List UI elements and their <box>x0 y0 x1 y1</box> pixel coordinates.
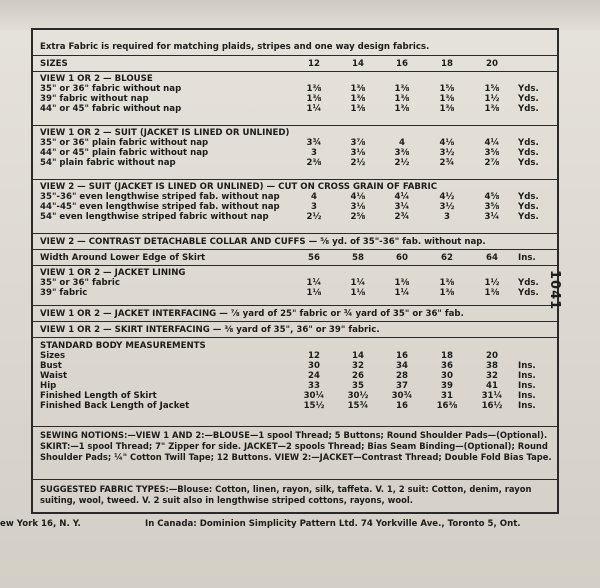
value-cell: 1½ <box>484 94 500 104</box>
divider <box>33 249 557 250</box>
section-title: VIEW 1 OR 2 — JACKET LINING <box>40 268 186 278</box>
row-label: Bust <box>40 361 62 371</box>
row-label: Sizes <box>40 351 66 361</box>
footer-canada-address: In Canada: Dominion Simplicity Pattern Ltd. 74 Yorkville Ave., Toronto 5, Ont. <box>145 519 521 529</box>
value-cell: 4½ <box>439 192 455 202</box>
unit-label: Yds. <box>518 94 539 104</box>
value-cell: 3 <box>444 212 450 222</box>
value-cell: 1⅛ <box>350 288 366 298</box>
intro-note-text: Extra Fabric is required for matching plaids, stripes and one way design fabrics. <box>40 42 430 52</box>
value-cell: 4 <box>399 138 405 148</box>
value-cell: 1⅜ <box>439 94 455 104</box>
value-cell: 1⅜ <box>306 84 322 94</box>
jacket-interfacing-text: VIEW 1 OR 2 — JACKET INTERFACING — ⅞ yard of 25" fabric or ¾ yard of 35" or 36" fab. <box>40 309 464 319</box>
value-cell: 3⅝ <box>484 202 500 212</box>
row-label: 44" or 45" fabric without nap <box>40 104 182 114</box>
value-cell: 60 <box>396 253 408 263</box>
value-cell: 4 <box>311 192 317 202</box>
divider <box>33 125 557 126</box>
value-cell: 32 <box>486 371 498 381</box>
row-label: Finished Length of Skirt <box>40 391 157 401</box>
value-cell: 2½ <box>350 158 366 168</box>
row-label: Hip <box>40 381 57 391</box>
value-cell: 1½ <box>484 278 500 288</box>
value-cell: 15¾ <box>347 401 369 411</box>
row-label: Finished Back Length of Jacket <box>40 401 190 411</box>
value-cell: 2⅞ <box>484 158 500 168</box>
value-cell: 3½ <box>439 148 455 158</box>
value-cell: 4⅛ <box>350 192 366 202</box>
unit-label: Yds. <box>518 288 539 298</box>
value-cell: 15½ <box>303 401 325 411</box>
contrast-collar-text: VIEW 2 — CONTRAST DETACHABLE COLLAR AND CUFFS — ⅝ yd. of 35"-36" fab. without nap. <box>40 237 486 247</box>
value-cell: 3¼ <box>394 202 410 212</box>
divider <box>33 55 557 56</box>
value-cell: 16½ <box>481 401 503 411</box>
section-title: VIEW 2 — SUIT (JACKET IS LINED OR UNLINED) — CUT ON CROSS GRAIN OF FABRIC <box>40 182 438 192</box>
unit-label: Yds. <box>518 278 539 288</box>
size-cell: 16 <box>396 59 408 69</box>
value-cell: 56 <box>308 253 320 263</box>
value-cell: 1⅛ <box>306 288 322 298</box>
value-cell: 1¼ <box>350 278 366 288</box>
row-label: 39" fabric without nap <box>40 94 149 104</box>
unit-label: Yds. <box>518 192 539 202</box>
unit-label: Yds. <box>518 212 539 222</box>
value-cell: 30 <box>441 371 453 381</box>
value-cell: 16 <box>396 351 408 361</box>
unit-label: Ins. <box>518 361 536 371</box>
value-cell: 1⅜ <box>439 278 455 288</box>
value-cell: 18 <box>441 351 453 361</box>
value-cell: 3 <box>311 202 317 212</box>
row-label: 35"-36" even lengthwise striped fab. without nap <box>40 192 280 202</box>
row-label: 54" even lengthwise striped fabric without nap <box>40 212 269 222</box>
size-cell: 14 <box>352 59 364 69</box>
value-cell: 58 <box>352 253 364 263</box>
value-cell: 14 <box>352 351 364 361</box>
value-cell: 1⅜ <box>394 278 410 288</box>
value-cell: 1⅜ <box>439 104 455 114</box>
value-cell: 4⅛ <box>439 138 455 148</box>
value-cell: 1⅜ <box>350 104 366 114</box>
value-cell: 37 <box>396 381 408 391</box>
value-cell: 41 <box>486 381 498 391</box>
value-cell: 28 <box>396 371 408 381</box>
value-cell: 33 <box>308 381 320 391</box>
value-cell: 1⅜ <box>394 104 410 114</box>
value-cell: 3¼ <box>484 212 500 222</box>
value-cell: 32 <box>352 361 364 371</box>
value-cell: 12 <box>308 351 320 361</box>
value-cell: 30¾ <box>391 391 413 401</box>
row-label: 39" fabric <box>40 288 88 298</box>
row-label: Width Around Lower Edge of Skirt <box>40 253 206 263</box>
unit-label: Yds. <box>518 202 539 212</box>
unit-label: Yds. <box>518 104 539 114</box>
divider <box>33 179 557 180</box>
value-cell: 2¾ <box>394 212 410 222</box>
value-cell: 16 <box>396 401 408 411</box>
unit-label: Yds. <box>518 158 539 168</box>
unit-label: Yds. <box>518 148 539 158</box>
value-cell: 3⅞ <box>350 138 366 148</box>
row-label: 35" or 36" plain fabric without nap <box>40 138 209 148</box>
value-cell: 20 <box>486 351 498 361</box>
value-cell: 16⅜ <box>436 401 458 411</box>
unit-label: Ins. <box>518 253 536 263</box>
pattern-number: 1041 <box>547 270 562 311</box>
value-cell: 4¼ <box>484 138 500 148</box>
divider <box>33 426 557 427</box>
value-cell: 1⅝ <box>484 84 500 94</box>
size-cell: 20 <box>486 59 498 69</box>
value-cell: 1⅜ <box>394 84 410 94</box>
row-label: 54" plain fabric without nap <box>40 158 176 168</box>
value-cell: 26 <box>352 371 364 381</box>
divider <box>33 321 557 322</box>
envelope-fold <box>0 0 600 30</box>
divider <box>33 337 557 338</box>
unit-label: Yds. <box>518 84 539 94</box>
value-cell: 3⅝ <box>484 148 500 158</box>
value-cell: 2⅜ <box>306 158 322 168</box>
row-label: 44"-45" even lengthwise striped fab. without nap <box>40 202 280 212</box>
value-cell: 30 <box>308 361 320 371</box>
sewing-notions: SEWING NOTIONS:—VIEW 1 AND 2:—BLOUSE—1 spool Thread; 5 Buttons; Round Shoulder Pads—(Optional). SKIRT:—1 spool Thread; 7" Zipper for side. JACKET—2 spools Thread; Bias Seam Binding—(Optional); Round Shoulder Pads; ¼" Cotton Twill Tape; 12 Buttons. VIEW 2:—JACKET—Contrast Thread; Double Fold Bias Tape. <box>40 430 552 462</box>
value-cell: 24 <box>308 371 320 381</box>
value-cell: 2⅝ <box>350 212 366 222</box>
value-cell: 3¾ <box>306 138 322 148</box>
value-cell: 38 <box>486 361 498 371</box>
value-cell: 4⅝ <box>484 192 500 202</box>
value-cell: 39 <box>441 381 453 391</box>
value-cell: 36 <box>441 361 453 371</box>
value-cell: 3½ <box>439 202 455 212</box>
value-cell: 1⅜ <box>350 84 366 94</box>
value-cell: 31¼ <box>481 391 503 401</box>
value-cell: 3⅛ <box>350 202 366 212</box>
value-cell: 35 <box>352 381 364 391</box>
value-cell: 30¼ <box>303 391 325 401</box>
suggested-fabrics: SUGGESTED FABRIC TYPES:—Blouse: Cotton, linen, rayon, silk, taffeta. V. 1, 2 suit: Cotton, denim, rayon suiting, wool, tweed. V. 2 suit also in lengthwise striped cottons, rayons, wool. <box>40 484 532 505</box>
skirt-interfacing-text: VIEW 1 OR 2 — SKIRT INTERFACING — ⅜ yard of 35", 36" or 39" fabric. <box>40 325 380 335</box>
value-cell: 1¼ <box>394 288 410 298</box>
value-cell: 1¼ <box>306 104 322 114</box>
value-cell: 31 <box>441 391 453 401</box>
value-cell: 2½ <box>394 158 410 168</box>
divider <box>33 71 557 72</box>
value-cell: 2¾ <box>439 158 455 168</box>
row-label: 35" or 36" fabric <box>40 278 120 288</box>
row-label: 35" or 36" fabric without nap <box>40 84 182 94</box>
value-cell: 1⅜ <box>306 94 322 104</box>
value-cell: 2½ <box>306 212 322 222</box>
value-cell: 4¼ <box>394 192 410 202</box>
divider <box>33 305 557 306</box>
section-title: VIEW 1 OR 2 — SUIT (JACKET IS LINED OR UNLINED) <box>40 128 290 138</box>
value-cell: 1¼ <box>306 278 322 288</box>
divider <box>33 233 557 234</box>
size-cell: 18 <box>441 59 453 69</box>
sizes-label: SIZES <box>40 59 68 69</box>
size-cell: 12 <box>308 59 320 69</box>
value-cell: 62 <box>441 253 453 263</box>
unit-label: Ins. <box>518 391 536 401</box>
value-cell: 3⅛ <box>350 148 366 158</box>
unit-label: Yds. <box>518 138 539 148</box>
value-cell: 1⅜ <box>350 94 366 104</box>
row-label: Waist <box>40 371 68 381</box>
value-cell: 64 <box>486 253 498 263</box>
value-cell: 1⅜ <box>439 288 455 298</box>
value-cell: 3 <box>311 148 317 158</box>
value-cell: 1⅜ <box>484 104 500 114</box>
value-cell: 30½ <box>347 391 369 401</box>
divider <box>33 265 557 266</box>
value-cell: 3⅜ <box>394 148 410 158</box>
value-cell: 1⅝ <box>439 84 455 94</box>
row-label: 44" or 45" plain fabric without nap <box>40 148 209 158</box>
value-cell: 1⅜ <box>484 288 500 298</box>
value-cell: 1⅜ <box>394 94 410 104</box>
section-title: VIEW 1 OR 2 — BLOUSE <box>40 74 153 84</box>
unit-label: Ins. <box>518 401 536 411</box>
footer-city: ew York 16, N. Y. <box>0 519 81 529</box>
value-cell: 34 <box>396 361 408 371</box>
section-title: STANDARD BODY MEASUREMENTS <box>40 341 206 351</box>
unit-label: Ins. <box>518 371 536 381</box>
divider <box>33 479 557 480</box>
unit-label: Ins. <box>518 381 536 391</box>
